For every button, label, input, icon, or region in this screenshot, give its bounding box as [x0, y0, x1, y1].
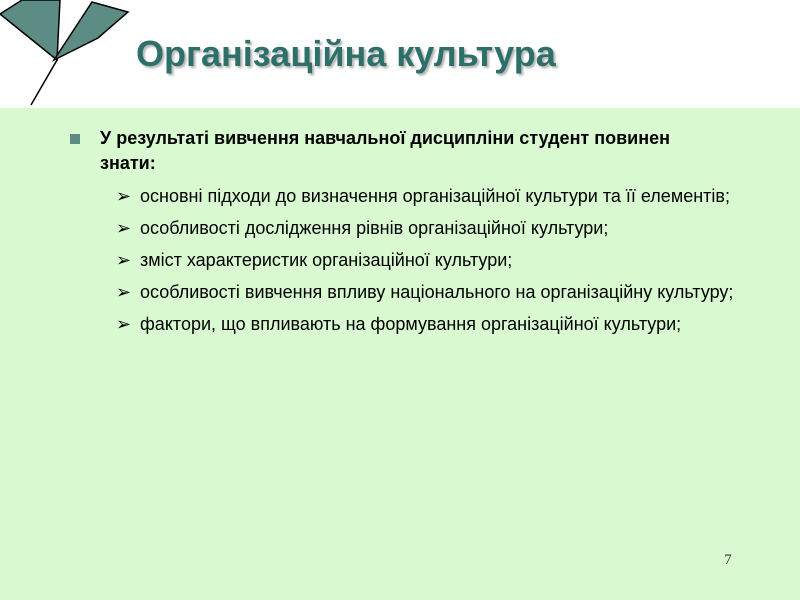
- left-leaf: [0, 0, 60, 60]
- arrow-bullet-icon: ➢: [116, 218, 132, 238]
- arrow-bullet-icon: ➢: [116, 282, 132, 302]
- slide-title: Організаційна культура: [136, 33, 556, 74]
- arrow-bullet-icon: ➢: [116, 186, 132, 206]
- arrow-bullet-icon: ➢: [116, 314, 132, 334]
- sub-bullet-item: [116, 184, 736, 209]
- leaf-logo-icon: [0, 0, 140, 110]
- sub-bullet-text: особливості вивчення впливу національного на організаційну культуру;: [140, 282, 734, 302]
- square-bullet-icon: [70, 134, 80, 144]
- right-leaf: [54, 2, 128, 60]
- sub-bullet-item: [116, 312, 736, 337]
- arrow-bullet-icon: ➢: [116, 250, 132, 270]
- sub-bullet-item: [116, 216, 736, 241]
- sub-bullet-list: [116, 184, 736, 344]
- main-bullet: [70, 126, 710, 176]
- content-panel: [0, 108, 800, 600]
- sub-bullet-item: [116, 280, 736, 305]
- sub-bullet-text: особливості дослідження рівнів організаційної культури;: [140, 218, 609, 238]
- sub-bullet-item: [116, 248, 736, 273]
- sub-bullet-text: основні підходи до визначення організаційної культури та її елементів;: [140, 186, 730, 206]
- sub-bullet-text: зміст характеристик організаційної культури;: [140, 250, 513, 270]
- sub-bullet-text: фактори, що впливають на формування організаційної культури;: [140, 314, 682, 334]
- main-bullet-text: У результаті вивчення навчальної дисципліни студент повинен знати:: [100, 128, 671, 173]
- page-number: 7: [724, 552, 732, 568]
